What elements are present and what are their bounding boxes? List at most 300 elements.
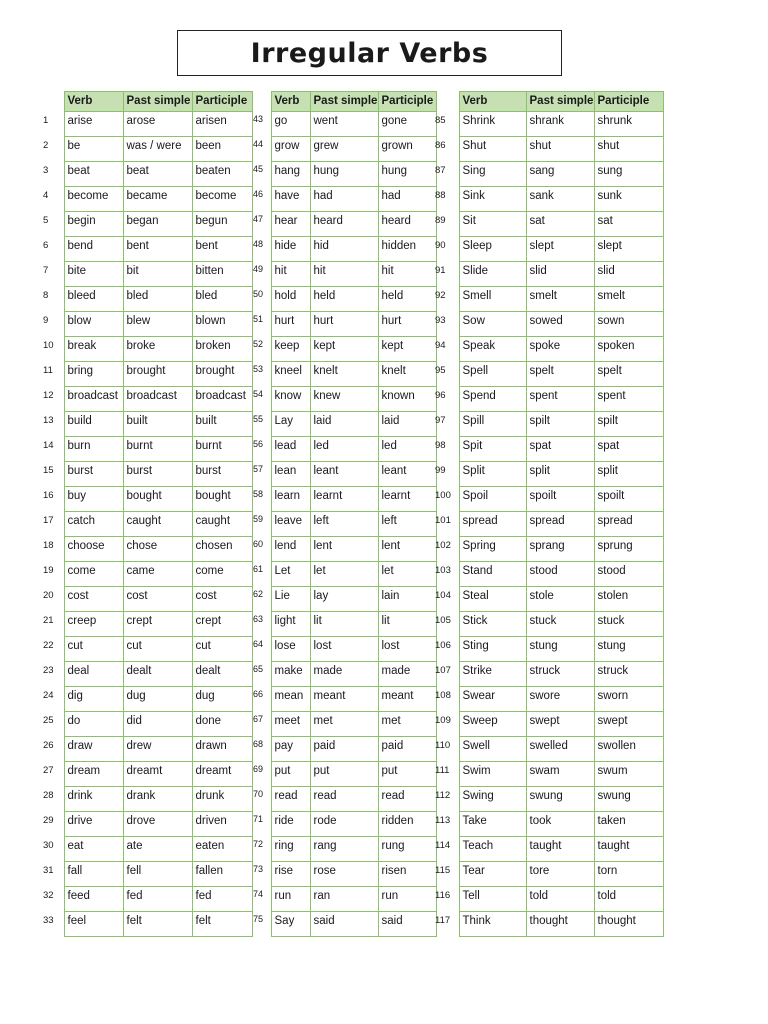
table-row xyxy=(251,837,436,862)
past-simple-cell: arose xyxy=(123,112,192,137)
row-number: 7 xyxy=(43,264,49,276)
participle-cell: heard xyxy=(378,212,436,237)
table-row xyxy=(432,412,663,437)
participle-cell: run xyxy=(378,887,436,912)
past-simple-cell: stung xyxy=(526,637,594,662)
past-simple-cell: bit xyxy=(123,262,192,287)
row-number: 10 xyxy=(43,339,54,351)
verb-cell: hear xyxy=(271,212,310,237)
table-row xyxy=(432,162,663,187)
past-simple-cell: sprang xyxy=(526,537,594,562)
past-simple-cell: thought xyxy=(526,912,594,937)
verb-cell: Spring xyxy=(459,537,526,562)
past-simple-cell: drove xyxy=(123,812,192,837)
row-number: 23 xyxy=(43,664,54,676)
verb-cell: Split xyxy=(459,462,526,487)
participle-cell: smelt xyxy=(594,287,663,312)
verb-cell: Spill xyxy=(459,412,526,437)
table-row xyxy=(251,712,436,737)
row-number: 30 xyxy=(43,839,54,851)
verb-table-3 xyxy=(432,91,664,937)
table-row xyxy=(40,587,252,612)
past-simple-cell: broke xyxy=(123,337,192,362)
verb-cell: feel xyxy=(64,912,123,937)
verb-cell: Shut xyxy=(459,137,526,162)
table-row xyxy=(251,162,436,187)
verb-cell: begin xyxy=(64,212,123,237)
table-row xyxy=(432,637,663,662)
table-row xyxy=(432,337,663,362)
verb-cell: hang xyxy=(271,162,310,187)
past-simple-cell: made xyxy=(310,662,378,687)
verb-cell: cost xyxy=(64,587,123,612)
verb-cell: Lie xyxy=(271,587,310,612)
participle-cell: torn xyxy=(594,862,663,887)
table-row xyxy=(251,237,436,262)
participle-cell: bent xyxy=(192,237,252,262)
table-row xyxy=(40,287,252,312)
verb-cell: Teach xyxy=(459,837,526,862)
participle-cell: stood xyxy=(594,562,663,587)
past-simple-cell: caught xyxy=(123,512,192,537)
table-row xyxy=(432,312,663,337)
row-number: 63 xyxy=(253,613,264,624)
row-number: 73 xyxy=(253,863,264,874)
table-row xyxy=(432,712,663,737)
past-simple-cell: sank xyxy=(526,187,594,212)
verb-cell: do xyxy=(64,712,123,737)
participle-cell: read xyxy=(378,787,436,812)
row-number: 50 xyxy=(253,288,264,299)
participle-cell: spoken xyxy=(594,337,663,362)
past-simple-cell: laid xyxy=(310,412,378,437)
participle-cell: bitten xyxy=(192,262,252,287)
participle-cell: hurt xyxy=(378,312,436,337)
table-row xyxy=(251,312,436,337)
participle-cell: cost xyxy=(192,587,252,612)
past-simple-cell: spent xyxy=(526,387,594,412)
past-simple-cell: bent xyxy=(123,237,192,262)
row-number: 116 xyxy=(435,889,451,901)
table-row xyxy=(40,412,252,437)
past-simple-cell: knew xyxy=(310,387,378,412)
table-row xyxy=(40,662,252,687)
participle-cell: slept xyxy=(594,237,663,262)
past-simple-cell: broadcast xyxy=(123,387,192,412)
row-number: 55 xyxy=(253,413,264,424)
past-header: Past simple xyxy=(310,92,378,112)
row-number: 3 xyxy=(43,164,49,176)
row-number: 72 xyxy=(253,838,264,849)
table-row xyxy=(251,612,436,637)
table-row xyxy=(432,887,663,912)
number-header xyxy=(251,92,271,112)
participle-cell: known xyxy=(378,387,436,412)
verb-cell: Sting xyxy=(459,637,526,662)
row-number: 1 xyxy=(43,114,49,126)
verb-cell: Tell xyxy=(459,887,526,912)
participle-cell: slid xyxy=(594,262,663,287)
table-row xyxy=(40,787,252,812)
verb-cell: blow xyxy=(64,312,123,337)
past-simple-cell: swept xyxy=(526,712,594,737)
table-row xyxy=(40,512,252,537)
row-number: 5 xyxy=(43,214,49,226)
row-number: 45 xyxy=(253,163,264,174)
verb-cell: Strike xyxy=(459,662,526,687)
verb-cell: feed xyxy=(64,887,123,912)
row-number: 102 xyxy=(435,539,451,551)
row-number: 58 xyxy=(253,488,264,499)
row-number: 27 xyxy=(43,764,54,776)
participle-cell: dealt xyxy=(192,662,252,687)
verb-cell: choose xyxy=(64,537,123,562)
row-number: 31 xyxy=(43,864,54,876)
table-row xyxy=(251,912,436,937)
table-row xyxy=(432,462,663,487)
participle-cell: dreamt xyxy=(192,762,252,787)
participle-cell: become xyxy=(192,187,252,212)
participle-cell: dug xyxy=(192,687,252,712)
table-row xyxy=(251,512,436,537)
row-number: 48 xyxy=(253,238,264,249)
row-number: 51 xyxy=(253,313,264,324)
verb-cell: fall xyxy=(64,862,123,887)
table-row xyxy=(40,637,252,662)
verb-cell: Sleep xyxy=(459,237,526,262)
row-number: 25 xyxy=(43,714,54,726)
past-simple-cell: sat xyxy=(526,212,594,237)
verb-cell: have xyxy=(271,187,310,212)
row-number: 57 xyxy=(253,463,264,474)
verb-cell: build xyxy=(64,412,123,437)
verb-cell: Spoil xyxy=(459,487,526,512)
participle-cell: swum xyxy=(594,762,663,787)
past-simple-cell: smelt xyxy=(526,287,594,312)
verb-cell: know xyxy=(271,387,310,412)
participle-cell: ridden xyxy=(378,812,436,837)
table-body xyxy=(251,112,436,937)
past-simple-cell: lit xyxy=(310,612,378,637)
table-row xyxy=(251,737,436,762)
row-number: 88 xyxy=(435,189,446,201)
past-simple-cell: began xyxy=(123,212,192,237)
row-number: 104 xyxy=(435,589,451,601)
participle-cell: crept xyxy=(192,612,252,637)
past-simple-cell: drank xyxy=(123,787,192,812)
participle-cell: kept xyxy=(378,337,436,362)
row-number: 17 xyxy=(43,514,54,526)
past-simple-cell: paid xyxy=(310,737,378,762)
participle-cell: met xyxy=(378,712,436,737)
table-row xyxy=(40,687,252,712)
past-simple-cell: was / were xyxy=(123,137,192,162)
past-simple-cell: hurt xyxy=(310,312,378,337)
verb-cell: run xyxy=(271,887,310,912)
participle-cell: lit xyxy=(378,612,436,637)
participle-cell: shut xyxy=(594,137,663,162)
past-simple-cell: spoilt xyxy=(526,487,594,512)
past-simple-cell: built xyxy=(123,412,192,437)
past-simple-cell: fell xyxy=(123,862,192,887)
participle-cell: thought xyxy=(594,912,663,937)
verb-cell: Speak xyxy=(459,337,526,362)
verb-cell: bleed xyxy=(64,287,123,312)
row-number: 22 xyxy=(43,639,54,651)
row-number: 12 xyxy=(43,389,54,401)
participle-cell: drunk xyxy=(192,787,252,812)
participle-cell: fed xyxy=(192,887,252,912)
verb-cell: dig xyxy=(64,687,123,712)
row-number: 61 xyxy=(253,563,264,574)
table-row xyxy=(251,437,436,462)
past-simple-cell: went xyxy=(310,112,378,137)
verb-cell: catch xyxy=(64,512,123,537)
table-header-row xyxy=(40,92,252,112)
row-number: 99 xyxy=(435,464,446,476)
verb-cell: Sing xyxy=(459,162,526,187)
row-number: 75 xyxy=(253,913,264,924)
participle-cell: split xyxy=(594,462,663,487)
past-simple-cell: hit xyxy=(310,262,378,287)
row-number: 46 xyxy=(253,188,264,199)
participle-cell: hidden xyxy=(378,237,436,262)
past-simple-cell: slept xyxy=(526,237,594,262)
table-row xyxy=(40,212,252,237)
table-row xyxy=(40,612,252,637)
row-number: 62 xyxy=(253,588,264,599)
past-simple-cell: cost xyxy=(123,587,192,612)
table-header-row xyxy=(432,92,663,112)
participle-cell: lost xyxy=(378,637,436,662)
row-number: 33 xyxy=(43,914,54,926)
verb-cell: lend xyxy=(271,537,310,562)
verb-cell: bite xyxy=(64,262,123,287)
table-row xyxy=(251,537,436,562)
row-number: 44 xyxy=(253,138,264,149)
table-row xyxy=(40,862,252,887)
table-row xyxy=(40,312,252,337)
verb-cell: make xyxy=(271,662,310,687)
participle-cell: spilt xyxy=(594,412,663,437)
verb-cell: hit xyxy=(271,262,310,287)
row-number: 112 xyxy=(435,789,451,801)
table-row xyxy=(251,887,436,912)
table-row xyxy=(40,737,252,762)
row-number: 86 xyxy=(435,139,446,151)
participle-cell: eaten xyxy=(192,837,252,862)
verb-cell: cut xyxy=(64,637,123,662)
past-simple-cell: spread xyxy=(526,512,594,537)
verb-cell: Spell xyxy=(459,362,526,387)
past-simple-cell: slid xyxy=(526,262,594,287)
past-simple-cell: sang xyxy=(526,162,594,187)
table-row xyxy=(432,112,663,137)
row-number: 32 xyxy=(43,889,54,901)
participle-cell: grown xyxy=(378,137,436,162)
row-number: 4 xyxy=(43,189,49,201)
participle-cell: broken xyxy=(192,337,252,362)
table-row xyxy=(40,462,252,487)
row-number: 117 xyxy=(435,914,451,926)
row-number: 16 xyxy=(43,489,54,501)
row-number: 19 xyxy=(43,564,54,576)
past-simple-cell: rang xyxy=(310,837,378,862)
verb-cell: drink xyxy=(64,787,123,812)
past-simple-cell: met xyxy=(310,712,378,737)
past-simple-cell: grew xyxy=(310,137,378,162)
row-number: 24 xyxy=(43,689,54,701)
verb-cell: put xyxy=(271,762,310,787)
participle-cell: left xyxy=(378,512,436,537)
table-row xyxy=(251,787,436,812)
table-row xyxy=(40,487,252,512)
table-row xyxy=(432,737,663,762)
past-simple-cell: heard xyxy=(310,212,378,237)
row-number: 111 xyxy=(435,764,450,776)
row-number: 96 xyxy=(435,389,446,401)
verb-cell: beat xyxy=(64,162,123,187)
verb-cell: Stick xyxy=(459,612,526,637)
verb-cell: Sit xyxy=(459,212,526,237)
participle-cell: felt xyxy=(192,912,252,937)
participle-cell: broadcast xyxy=(192,387,252,412)
verb-cell: draw xyxy=(64,737,123,762)
verb-cell: kneel xyxy=(271,362,310,387)
verb-cell: Sweep xyxy=(459,712,526,737)
verb-cell: dream xyxy=(64,762,123,787)
row-number: 92 xyxy=(435,289,446,301)
past-simple-cell: stood xyxy=(526,562,594,587)
participle-header: Participle xyxy=(378,92,436,112)
verb-cell: Swell xyxy=(459,737,526,762)
verb-cell: be xyxy=(64,137,123,162)
row-number: 108 xyxy=(435,689,451,701)
table-row xyxy=(432,912,663,937)
verb-cell: come xyxy=(64,562,123,587)
past-simple-cell: bought xyxy=(123,487,192,512)
row-number: 70 xyxy=(253,788,264,799)
participle-cell: chosen xyxy=(192,537,252,562)
row-number: 93 xyxy=(435,314,446,326)
table-row xyxy=(40,437,252,462)
past-simple-cell: shut xyxy=(526,137,594,162)
verb-cell: Think xyxy=(459,912,526,937)
verb-cell: keep xyxy=(271,337,310,362)
participle-cell: put xyxy=(378,762,436,787)
table-row xyxy=(432,187,663,212)
verb-cell: Smell xyxy=(459,287,526,312)
participle-cell: come xyxy=(192,562,252,587)
row-number: 59 xyxy=(253,513,264,524)
participle-cell: gone xyxy=(378,112,436,137)
table-row xyxy=(432,787,663,812)
row-number: 49 xyxy=(253,263,264,274)
verb-cell: broadcast xyxy=(64,387,123,412)
row-number: 115 xyxy=(435,864,451,876)
past-simple-cell: put xyxy=(310,762,378,787)
participle-cell: swept xyxy=(594,712,663,737)
past-simple-cell: ate xyxy=(123,837,192,862)
row-number: 94 xyxy=(435,339,446,351)
participle-cell: said xyxy=(378,912,436,937)
row-number: 15 xyxy=(43,464,54,476)
row-number: 68 xyxy=(253,738,264,749)
verb-cell: hurt xyxy=(271,312,310,337)
participle-cell: rung xyxy=(378,837,436,862)
past-simple-cell: stole xyxy=(526,587,594,612)
table-row xyxy=(40,387,252,412)
past-simple-cell: took xyxy=(526,812,594,837)
row-number: 2 xyxy=(43,139,49,151)
verb-cell: Let xyxy=(271,562,310,587)
number-header xyxy=(432,92,459,112)
verb-cell: bring xyxy=(64,362,123,387)
verb-cell: burst xyxy=(64,462,123,487)
table-row xyxy=(251,762,436,787)
participle-cell: swung xyxy=(594,787,663,812)
table-row xyxy=(40,112,252,137)
row-number: 97 xyxy=(435,414,446,426)
row-number: 26 xyxy=(43,739,54,751)
table-row xyxy=(432,537,663,562)
verb-table-1 xyxy=(40,91,253,937)
past-simple-cell: swung xyxy=(526,787,594,812)
past-simple-cell: burnt xyxy=(123,437,192,462)
verb-cell: pay xyxy=(271,737,310,762)
past-simple-cell: rose xyxy=(310,862,378,887)
table-row xyxy=(432,362,663,387)
participle-cell: lain xyxy=(378,587,436,612)
past-simple-cell: spilt xyxy=(526,412,594,437)
participle-cell: told xyxy=(594,887,663,912)
page-title: Irregular Verbs xyxy=(250,37,489,69)
past-simple-cell: meant xyxy=(310,687,378,712)
participle-cell: stuck xyxy=(594,612,663,637)
verb-cell: Swear xyxy=(459,687,526,712)
row-number: 105 xyxy=(435,614,451,626)
participle-cell: leant xyxy=(378,462,436,487)
participle-cell: spelt xyxy=(594,362,663,387)
row-number: 14 xyxy=(43,439,54,451)
row-number: 91 xyxy=(435,264,446,276)
table-row xyxy=(40,337,252,362)
table-row xyxy=(432,812,663,837)
past-simple-cell: left xyxy=(310,512,378,537)
table-row xyxy=(40,887,252,912)
row-number: 89 xyxy=(435,214,446,226)
table-row xyxy=(251,637,436,662)
participle-cell: struck xyxy=(594,662,663,687)
row-number: 98 xyxy=(435,439,446,451)
table-row xyxy=(251,687,436,712)
verb-cell: Lay xyxy=(271,412,310,437)
row-number: 114 xyxy=(435,839,451,851)
verb-cell: hide xyxy=(271,237,310,262)
row-number: 95 xyxy=(435,364,446,376)
verb-cell: light xyxy=(271,612,310,637)
participle-cell: spoilt xyxy=(594,487,663,512)
past-simple-cell: beat xyxy=(123,162,192,187)
verb-cell: learn xyxy=(271,487,310,512)
verb-cell: Swing xyxy=(459,787,526,812)
table-row xyxy=(432,212,663,237)
row-number: 67 xyxy=(253,713,264,724)
table-row xyxy=(251,662,436,687)
table-row xyxy=(40,362,252,387)
verb-header: Verb xyxy=(459,92,526,112)
participle-cell: risen xyxy=(378,862,436,887)
